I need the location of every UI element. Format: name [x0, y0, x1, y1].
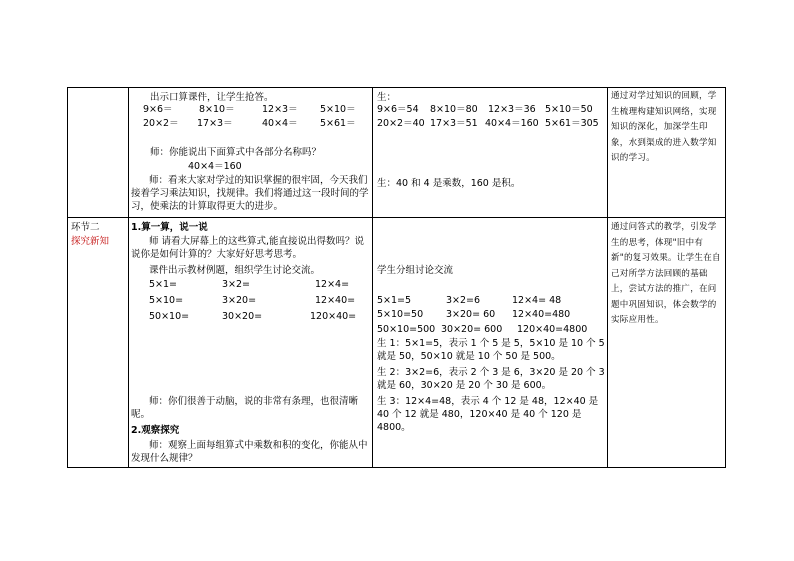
answer-cell: 20×2＝40 [377, 118, 425, 129]
column-divider-3 [607, 87, 608, 468]
result-cell: 3×2=6 [446, 295, 481, 306]
row2-teacher-courseware: 课件出示教材例题，组织学生讨论交流。 [149, 265, 321, 276]
calc-cell: 3×20= [222, 295, 257, 306]
section-title: 探究新知 [71, 236, 110, 247]
row1-formula: 40×4＝160 [188, 161, 242, 172]
answer-cell: 40×4＝160 [485, 118, 539, 129]
answer-cell: 17×3＝51 [430, 118, 478, 129]
column-divider-1 [128, 87, 129, 468]
result-cell: 12×40=480 [512, 309, 571, 320]
row1-student-answer: 生：40 和 4 是乘数，160 是积。 [377, 178, 521, 189]
row2-student-3: 生 3：12×4=48，表示 4 个 12 是 48，12×40 是 40 个 12 就是 480，120×40 是 40 个 120 是 4800。 [377, 396, 599, 433]
calc-cell: 5×1= [149, 279, 178, 290]
row2-teacher-question: 师：观察上面每组算式中乘数和积的变化，你能从中发现什么规律？ [131, 440, 368, 464]
calc-cell: 8×10＝ [199, 104, 235, 115]
calc-cell: 20×2＝ [143, 118, 179, 129]
row2-teacher-prompt: 师 请看大屏幕上的这些算式,能直接说出得数吗？说说你是如何计算的？大家好好思考思考。 [131, 236, 365, 260]
calc-cell: 17×3＝ [197, 118, 233, 129]
answer-cell: 9×6＝54 [377, 104, 419, 115]
calc-cell: 9×6＝ [143, 104, 173, 115]
row2-design-note: 通过问答式的教学，引发学生的思考，体现"旧中有新"的复习效果。让学生在自己对所学方法回顾的基础上，尝试方法的推广，在问题中巩固知识，体会数学的实际应用性。 [611, 222, 721, 325]
calc-cell: 12×3＝ [262, 104, 298, 115]
heading-calculate-and-speak: 1.算一算，说一说 [131, 222, 208, 233]
answer-cell: 12×3＝36 [488, 104, 536, 115]
calc-cell: 3×2= [222, 279, 251, 290]
row1-teacher-intro: 出示口算课件，让学生抢答。 [150, 92, 274, 103]
answer-cell: 5×10＝50 [545, 104, 593, 115]
row1-teacher-closing: 师：看来大家对学过的知识掌握的很牢固，今天我们接着学习乘法知识，找规律。我们将通过这一段时间的学习，使乘法的计算取得更大的进步。 [131, 175, 369, 212]
calc-cell: 12×4= [315, 279, 350, 290]
row-divider [67, 217, 726, 218]
calc-cell: 12×40= [315, 295, 356, 306]
calc-cell: 5×61＝ [320, 118, 356, 129]
row1-teacher-question: 师：你能说出下面算式中各部分名称吗？ [150, 147, 322, 158]
calc-cell: 50×10= [149, 311, 190, 322]
row2-teacher-praise: 师：你们很善于动脑，说的非常有条理，也很清晰呢。 [131, 396, 359, 420]
row1-student-label: 生： [377, 92, 397, 103]
answer-cell: 8×10＝80 [430, 104, 478, 115]
result-cell: 5×1=5 [377, 295, 412, 306]
table-right-border [725, 87, 726, 468]
calc-cell: 5×10= [149, 295, 184, 306]
column-divider-2 [372, 87, 373, 468]
row2-student-2: 生 2：3×2=6，表示 2 个 3 是 6，3×20 是 20 个 3 就是 60，30×20 是 20 个 30 是 600。 [377, 367, 605, 391]
result-cell: 30×20= 600 [441, 324, 503, 335]
row2-student-discuss: 学生分组讨论交流 [377, 265, 454, 276]
calc-cell: 5×10＝ [320, 104, 356, 115]
result-cell: 5×10=50 [377, 309, 424, 320]
calc-cell: 120×40= [310, 311, 357, 322]
row1-design-note: 通过对学过知识的回顾，学生梳理构建知识网络，实现知识的深化，加深学生印象，水到渠成的进入数学知识的学习。 [611, 91, 717, 163]
table-top-border [67, 87, 726, 88]
calc-cell: 30×20= [222, 311, 263, 322]
result-cell: 120×40=4800 [517, 324, 588, 335]
row2-student-1: 生 1：5×1=5，表示 1 个 5 是 5，5×10 是 10 个 5 就是 50，50×10 就是 10 个 50 是 500。 [377, 338, 605, 362]
section-label: 环节二 [71, 222, 100, 233]
table-left-border [67, 87, 68, 468]
table-bottom-border [67, 467, 726, 468]
heading-observe-explore: 2.观察探究 [131, 425, 180, 436]
result-cell: 12×4= 48 [512, 295, 562, 306]
result-cell: 50×10=500 [377, 324, 436, 335]
result-cell: 3×20= 60 [446, 309, 496, 320]
answer-cell: 5×61＝305 [545, 118, 599, 129]
calc-cell: 40×4＝ [262, 118, 298, 129]
